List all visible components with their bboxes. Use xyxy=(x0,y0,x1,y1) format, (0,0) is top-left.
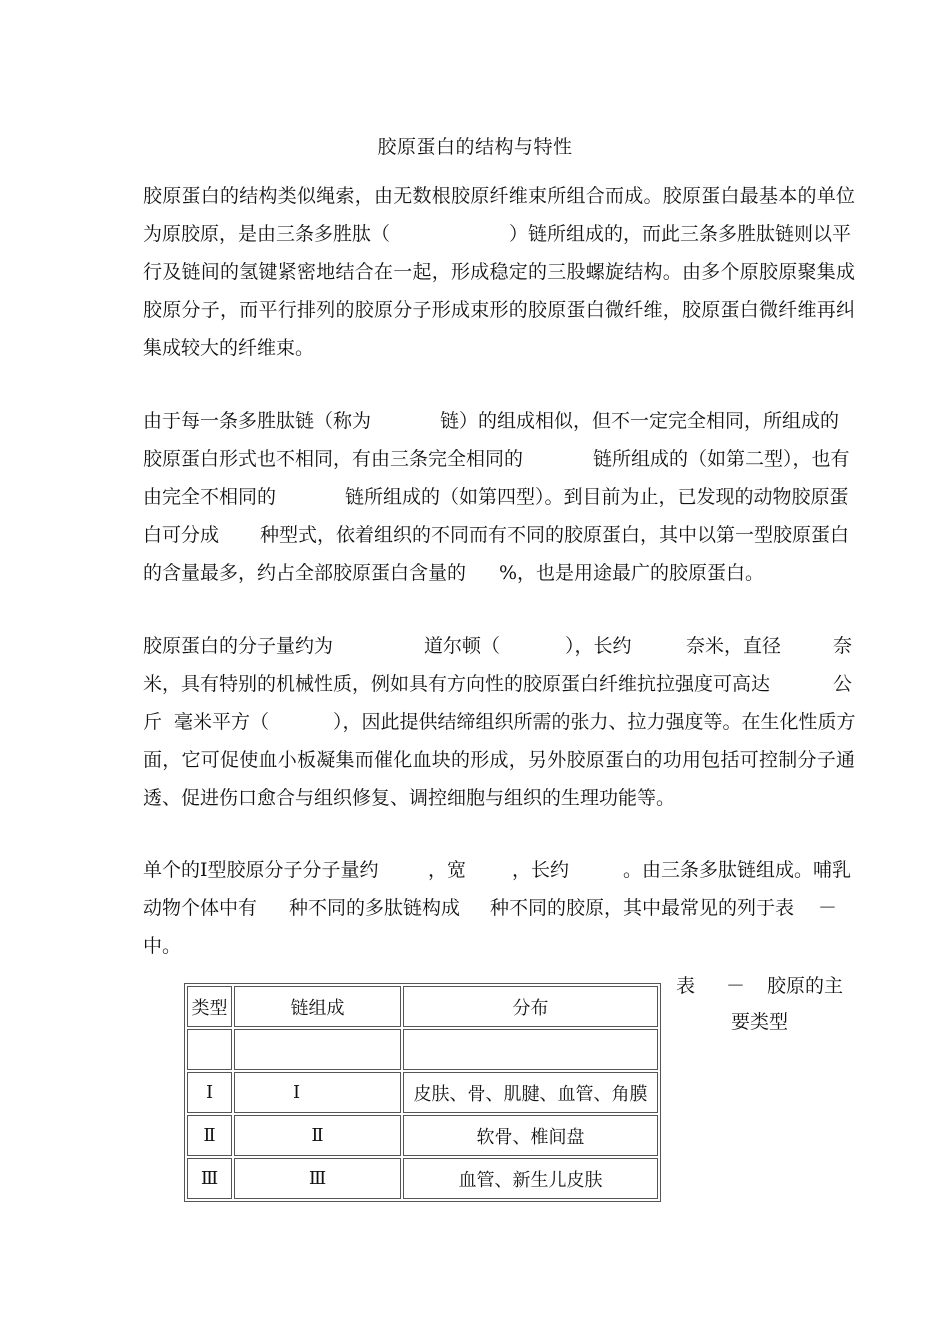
table-row xyxy=(187,1029,658,1070)
text-line: 透、促进伤口愈合与组织修复、调控细胞与组织的生理功能等。 xyxy=(143,787,676,809)
text-segment: 胶原的主 xyxy=(767,975,844,997)
text-segment: － xyxy=(818,897,838,919)
text-segment: 种不同的胶原，其中最常见的列于表 xyxy=(490,897,795,919)
text-segment: 胶原蛋白形式也不相同，有由三条完全相同的 xyxy=(143,448,524,470)
text-line xyxy=(143,402,855,440)
text-line: 行及链间的氢键紧密地结合在一起，形成稳定的三股螺旋结构。由多个原胶原聚集成 xyxy=(143,261,855,283)
header-type: 类型 xyxy=(187,986,232,1027)
paragraph-properties xyxy=(143,627,855,817)
text-segment: ，长约 xyxy=(512,859,570,881)
text-line xyxy=(143,703,855,741)
text-segment: 动物个体中有 xyxy=(143,897,258,919)
table-cell: Ⅱ xyxy=(234,1115,401,1156)
text-line xyxy=(143,215,855,253)
text-line xyxy=(143,478,855,516)
text-segment: 奈米，直径 xyxy=(686,635,782,657)
text-line xyxy=(143,627,855,665)
text-segment: － xyxy=(726,975,746,997)
table-cell: 软骨、椎间盘 xyxy=(403,1115,658,1156)
text-segment: 链）的组成相似，但不一定完全相同，所组成的 xyxy=(440,410,840,432)
text-line xyxy=(143,851,855,889)
text-segment: 的含量最多，约占全部胶原蛋白含量的 xyxy=(143,562,467,584)
header-chain: 链组成 xyxy=(234,986,401,1027)
caption-line xyxy=(676,968,851,1004)
text-line xyxy=(143,665,855,703)
text-segment: 奈 xyxy=(833,635,853,657)
table-cell xyxy=(403,1029,658,1070)
paragraph-structure xyxy=(143,177,855,367)
table-cell: Ⅰ xyxy=(234,1072,401,1113)
text-segment: 由完全不相同的 xyxy=(143,486,277,508)
text-line: 胶原分子，而平行排列的胶原分子形成束形的胶原蛋白微纤维，胶原蛋白微纤维再纠 xyxy=(143,299,855,321)
text-segment: 表 xyxy=(676,975,696,997)
table-cell: Ⅱ xyxy=(187,1115,232,1156)
text-segment: ）链所组成的，而此三条多胜肽链则以平 xyxy=(509,223,852,245)
paragraph-chains xyxy=(143,402,855,592)
text-line xyxy=(143,516,855,554)
collagen-types-table xyxy=(184,983,661,1202)
text-line: 面，它可促使血小板凝集而催化血块的形成，另外胶原蛋白的功用包括可控制分子通 xyxy=(143,749,855,771)
table-cell: Ⅰ xyxy=(187,1072,232,1113)
table-row xyxy=(187,1072,658,1113)
text-segment: 斤 xyxy=(143,711,163,733)
page-title: 胶原蛋白的结构与特性 xyxy=(377,136,573,158)
text-segment: ），长约 xyxy=(565,635,632,657)
table-cell xyxy=(187,1029,232,1070)
text-segment: 公 xyxy=(833,673,853,695)
text-segment: 种型式，依着组织的不同而有不同的胶原蛋白，其中以第一型胶原蛋白 xyxy=(260,524,850,546)
text-segment: 由于每一条多胜肽链（称为 xyxy=(143,410,372,432)
text-line: 集成较大的纤维束。 xyxy=(143,337,315,359)
text-segment: 米，具有特别的机械性质，例如具有方向性的胶原蛋白纤维抗拉强度可高达 xyxy=(143,673,771,695)
text-segment: 要类型 xyxy=(731,1011,789,1033)
table-cell xyxy=(234,1029,401,1070)
table-row xyxy=(187,1158,658,1199)
text-segment: 。由三条多肽链组成。哺乳 xyxy=(623,859,852,881)
table-cell: Ⅲ xyxy=(234,1158,401,1199)
text-segment: 白可分成 xyxy=(143,524,220,546)
table-row xyxy=(187,1115,658,1156)
text-segment: 胶原蛋白的分子量约为 xyxy=(143,635,334,657)
text-segment: 道尔顿（ xyxy=(424,635,501,657)
text-segment: 为原胶原，是由三条多胜肽（ xyxy=(143,223,391,245)
paragraph-type-one xyxy=(143,851,855,965)
text-segment: 链所组成的（如第二型），也有 xyxy=(593,448,850,470)
text-line xyxy=(143,889,855,927)
text-segment: ，宽 xyxy=(428,859,467,881)
text-segment: 毫米平方（ xyxy=(174,711,270,733)
text-line xyxy=(143,554,855,592)
table-header-row xyxy=(187,986,658,1027)
table-cell: 皮肤、骨、肌腱、血管、角膜 xyxy=(403,1072,658,1113)
text-line: 中。 xyxy=(143,935,182,957)
header-distribution: 分布 xyxy=(403,986,658,1027)
text-segment: 链所组成的（如第四型）。到目前为止，已发现的动物胶原蛋 xyxy=(345,486,849,508)
text-segment: 种不同的多肽链构成 xyxy=(289,897,461,919)
text-segment: ），因此提供结缔组织所需的张力、拉力强度等。在生化性质方 xyxy=(333,711,856,733)
table-cell: 血管、新生儿皮肤 xyxy=(403,1158,658,1199)
text-segment: %，也是用途最广的胶原蛋白。 xyxy=(499,562,765,584)
table-caption xyxy=(676,968,851,1040)
text-line: 胶原蛋白的结构类似绳索，由无数根胶原纤维束所组合而成。胶原蛋白最基本的单位 xyxy=(143,185,855,207)
caption-line xyxy=(676,1004,851,1040)
text-segment: 单个的Ⅰ型胶原分子分子量约 xyxy=(143,859,379,881)
table-cell: Ⅲ xyxy=(187,1158,232,1199)
text-line xyxy=(143,440,855,478)
